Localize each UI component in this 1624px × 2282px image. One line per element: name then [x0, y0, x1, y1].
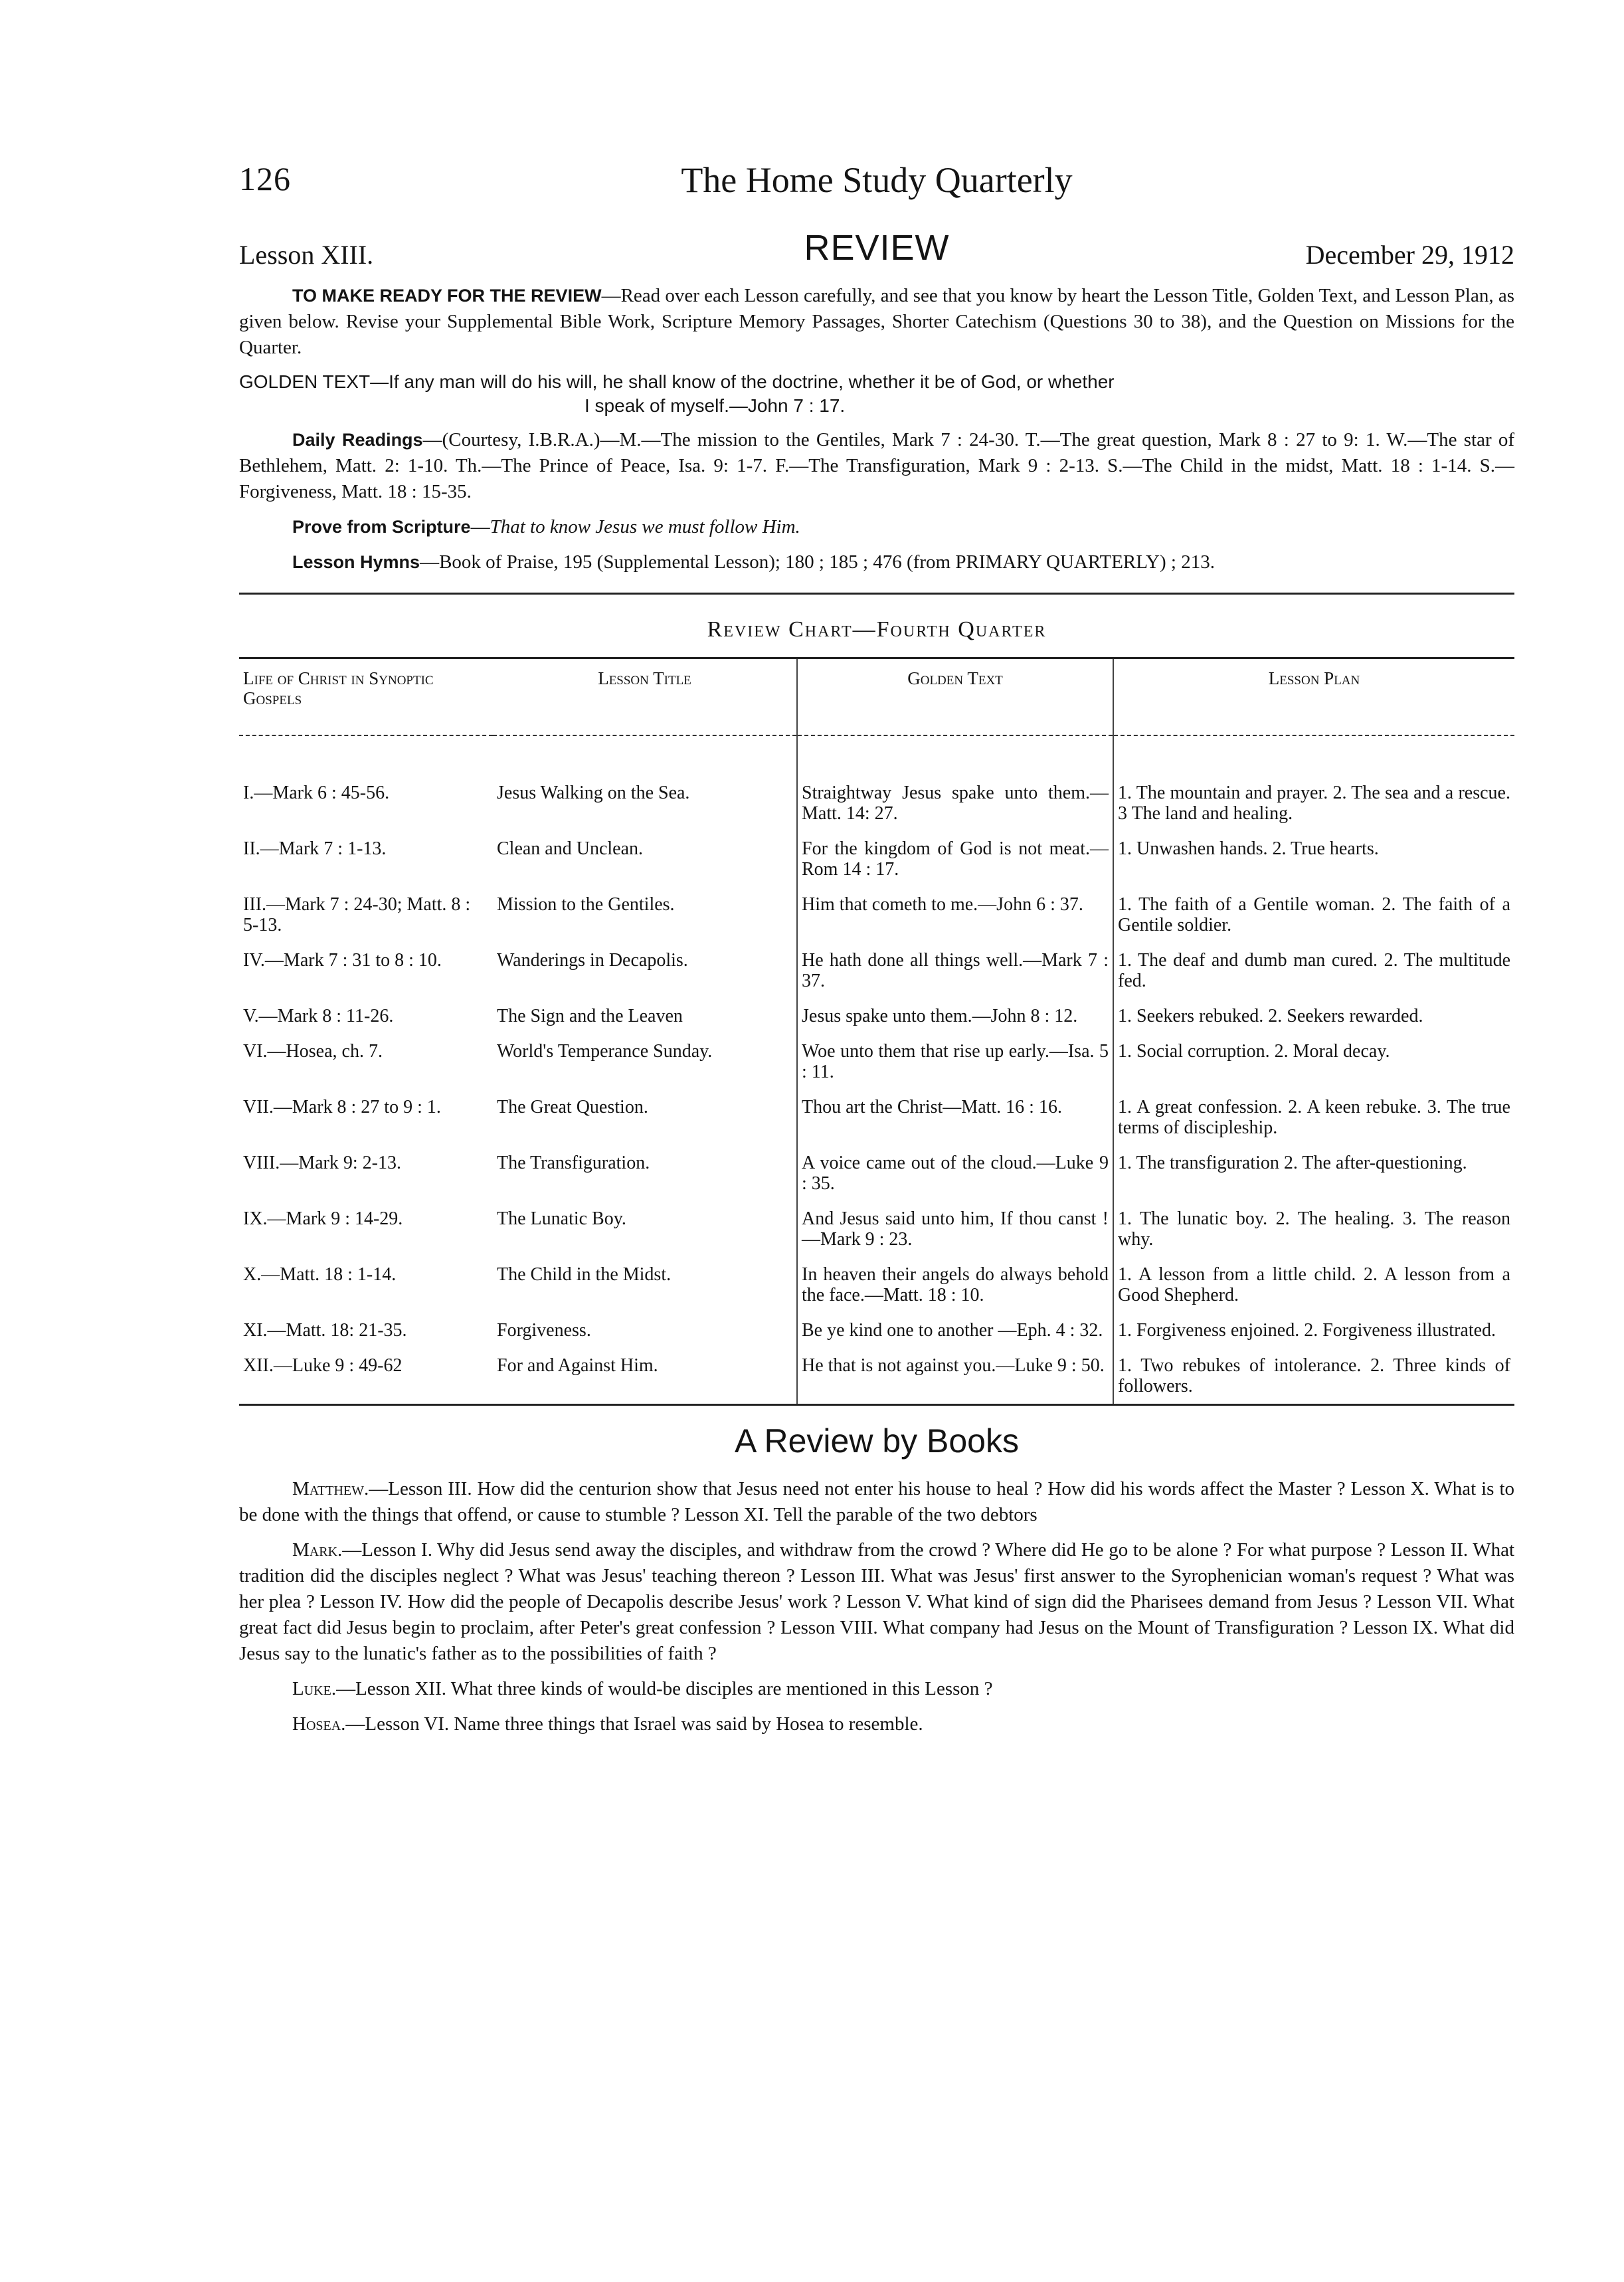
prove-from-scripture	[239, 514, 1514, 540]
book-name: Luke.	[292, 1678, 337, 1699]
cell-lesson-plan: 1. A lesson from a little child. 2. A lesson from a Good Shepherd.	[1118, 1264, 1510, 1305]
lesson-date: December 29, 1912	[1305, 240, 1514, 270]
cell-golden-text: Woe unto them that rise up early.—Isa. 5 : 11.	[797, 1034, 1113, 1090]
book-questions: —Lesson I. Why did Jesus send away the disciples, and withdraw from the crowd ? Where did He go to be alone ? For what purpose ? Lesson II. What tradition did the disciples neglect ? What was Jesus' teaching thereon ? Lesson III. What was Jesus' first answer to the Syrophenician woman's request ? What was her plea ? Lesson IV. How did the people of Decapolis describe Jesus' work ? Lesson V. What kind of sign did the Pharisees demand from Jesus ? Lesson VII. What great fact did Jesus begin to proclaim, after Peter's great confession ? Lesson VIII. What company had Jesus on the Mount of Transfiguration ? Lesson IX. What did Jesus say to the lunatic's father as to the possibilities of faith ?	[239, 1539, 1514, 1664]
book-paragraph	[239, 1476, 1514, 1528]
book-paragraph	[239, 1537, 1514, 1667]
table-row	[239, 1034, 1514, 1090]
table-row	[239, 735, 1514, 831]
book-name: Matthew.	[292, 1478, 369, 1499]
cell-lesson-title: Jesus Walking on the Sea.	[493, 735, 797, 831]
cell-lesson-plan: 1. Seekers rebuked. 2. Seekers rewarded.	[1118, 1006, 1423, 1026]
cell-golden-text: Him that cometh to me.—John 6 : 37.	[797, 887, 1113, 943]
header-lesson-title: Lesson Title	[493, 658, 797, 736]
cell-life-of-christ: X.—Matt. 18 : 1-14.	[243, 1264, 397, 1285]
cell-life-of-christ: IX.—Mark 9 : 14-29.	[243, 1208, 403, 1229]
cell-life-of-christ: I.—Mark 6 : 45-56.	[243, 783, 390, 803]
table-row	[239, 943, 1514, 998]
lesson-number: Lesson XIII.	[239, 240, 374, 270]
page-number: 126	[239, 160, 291, 197]
cell-lesson-plan: 1. The lunatic boy. 2. The healing. 3. The reason why.	[1118, 1208, 1510, 1250]
lesson-title: REVIEW	[804, 228, 950, 268]
review-chart-title: Review Chart—Fourth Quarter	[707, 617, 1047, 642]
cell-golden-text: Be ye kind one to another —Eph. 4 : 32.	[797, 1313, 1113, 1348]
golden-text	[239, 370, 1514, 418]
table-row	[239, 831, 1514, 887]
cell-golden-text: Straightway Jesus spake unto them.—Matt. 14: 27.	[797, 735, 1113, 831]
cell-life-of-christ: VII.—Mark 8 : 27 to 9 : 1.	[243, 1097, 441, 1117]
table-row	[239, 1348, 1514, 1404]
table-row	[239, 1201, 1514, 1257]
intro-lead: TO MAKE READY FOR THE REVIEW	[292, 286, 602, 306]
cell-lesson-title: Forgiveness.	[493, 1313, 797, 1348]
cell-lesson-title: Wanderings in Decapolis.	[493, 943, 797, 998]
cell-life-of-christ: VIII.—Mark 9: 2-13.	[243, 1153, 401, 1173]
review-chart-body	[239, 735, 1514, 1404]
book-paragraph	[239, 1711, 1514, 1737]
intro-paragraph	[239, 283, 1514, 361]
cell-life-of-christ: IV.—Mark 7 : 31 to 8 : 10.	[243, 950, 442, 971]
table-row	[239, 887, 1514, 943]
cell-golden-text: Jesus spake unto them.—John 8 : 12.	[797, 998, 1113, 1034]
book-questions: —Lesson III. How did the centurion show that Jesus need not enter his house to heal ? How did his words affect the Master ? Lesson X. What is to be done with the things that offend, or cause to stumble ? Lesson XI. Tell the parable of the two debtors	[239, 1478, 1514, 1525]
cell-lesson-title: The Transfiguration.	[493, 1145, 797, 1201]
cell-golden-text: In heaven their angels do always behold the face.—Matt. 18 : 10.	[797, 1257, 1113, 1313]
lesson-hymns	[239, 549, 1514, 575]
cell-lesson-plan: 1. Forgiveness enjoined. 2. Forgiveness illustrated.	[1118, 1320, 1496, 1341]
cell-lesson-plan: 1. The faith of a Gentile woman. 2. The faith of a Gentile soldier.	[1118, 894, 1510, 935]
daily-readings-lead: Daily Readings	[292, 430, 423, 450]
cell-golden-text: He that is not against you.—Luke 9 : 50.	[797, 1348, 1113, 1404]
header-lesson-plan: Lesson Plan	[1113, 658, 1514, 736]
review-by-books	[239, 1476, 1514, 1737]
book-paragraph	[239, 1676, 1514, 1702]
table-row	[239, 998, 1514, 1034]
book-questions: —Lesson VI. Name three things that Israel was said by Hosea to resemble.	[345, 1713, 923, 1735]
cell-life-of-christ: II.—Mark 7 : 1-13.	[243, 838, 387, 859]
table-row	[239, 1090, 1514, 1145]
book-name: Mark.	[292, 1539, 343, 1561]
daily-readings	[239, 427, 1514, 505]
cell-lesson-title: Clean and Unclean.	[493, 831, 797, 887]
golden-text-reference: I speak of myself.—John 7 : 17.	[585, 395, 846, 416]
cell-lesson-title: For and Against Him.	[493, 1348, 797, 1404]
cell-life-of-christ: V.—Mark 8 : 11-26.	[243, 1006, 394, 1026]
cell-lesson-plan: 1. The transfiguration 2. The after-questioning.	[1118, 1153, 1467, 1173]
table-row	[239, 1313, 1514, 1348]
table-header-row	[239, 658, 1514, 736]
book-questions: —Lesson XII. What three kinds of would-be disciples are mentioned in this Lesson ?	[336, 1678, 993, 1699]
cell-lesson-title: The Sign and the Leaven	[493, 998, 797, 1034]
prove-dash: —	[470, 516, 490, 537]
cell-golden-text: A voice came out of the cloud.—Luke 9 : 35.	[797, 1145, 1113, 1201]
table-row	[239, 1145, 1514, 1201]
cell-lesson-plan: 1. Two rebukes of intolerance. 2. Three kinds of followers.	[1118, 1355, 1510, 1396]
table-row	[239, 1257, 1514, 1313]
prove-text: That to know Jesus we must follow Him.	[490, 516, 800, 537]
cell-lesson-plan: 1. The deaf and dumb man cured. 2. The multitude fed.	[1118, 950, 1510, 991]
chart-bottom-rule	[239, 1404, 1514, 1406]
cell-lesson-plan: 1. The mountain and prayer. 2. The sea and a rescue. 3 The land and healing.	[1118, 783, 1510, 824]
cell-lesson-title: Mission to the Gentiles.	[493, 887, 797, 943]
cell-life-of-christ: XI.—Matt. 18: 21-35.	[243, 1320, 407, 1341]
cell-golden-text: And Jesus said unto him, If thou canst !—Mark 9 : 23.	[797, 1201, 1113, 1257]
cell-lesson-plan: 1. A great confession. 2. A keen rebuke. 3. The true terms of discipleship.	[1118, 1097, 1510, 1138]
cell-lesson-plan: 1. Social corruption. 2. Moral decay.	[1118, 1041, 1390, 1062]
hymns-text: —Book of Praise, 195 (Supplemental Lesson); 180 ; 185 ; 476 (from PRIMARY QUARTERLY) ; 213.	[420, 551, 1215, 573]
cell-lesson-title: World's Temperance Sunday.	[493, 1034, 797, 1090]
cell-golden-text: For the kingdom of God is not meat.—Rom 14 : 17.	[797, 831, 1113, 887]
header-life-of-christ: Life of Christ in Synoptic Gospels	[239, 658, 493, 736]
review-by-books-heading: A Review by Books	[735, 1422, 1019, 1460]
intro-text: —Read over each Lesson carefully, and see that you know by heart the Lesson Title, Golden Text, and Lesson Plan, as given below. Revise your Supplemental Bible Work, Scripture Memory Passages, Shorter Catechism (Questions 30 to 38), and the Question on Missions for the Quarter.	[239, 285, 1514, 358]
cell-lesson-title: The Lunatic Boy.	[493, 1201, 797, 1257]
cell-life-of-christ: III.—Mark 7 : 24-30; Matt. 8 : 5-13.	[243, 894, 471, 935]
book-name: Hosea.	[292, 1713, 346, 1735]
hymns-lead: Lesson Hymns	[292, 552, 420, 572]
header-golden-text: Golden Text	[797, 658, 1113, 736]
page	[239, 159, 1514, 1737]
cell-golden-text: He hath done all things well.—Mark 7 : 37.	[797, 943, 1113, 998]
cell-lesson-title: The Great Question.	[493, 1090, 797, 1145]
prove-lead: Prove from Scripture	[292, 517, 471, 537]
cell-life-of-christ: XII.—Luke 9 : 49-62	[243, 1355, 403, 1376]
running-head	[239, 159, 1514, 213]
cell-golden-text: Thou art the Christ—Matt. 16 : 16.	[797, 1090, 1113, 1145]
golden-text-body: GOLDEN TEXT—If any man will do his will, he shall know of the doctrine, whether it be of God, or whether	[239, 371, 1115, 392]
running-title: The Home Study Quarterly	[681, 160, 1073, 200]
lesson-header	[239, 227, 1514, 283]
cell-lesson-plan: 1. Unwashen hands. 2. True hearts.	[1118, 838, 1379, 859]
cell-lesson-title: The Child in the Midst.	[493, 1257, 797, 1313]
cell-life-of-christ: VI.—Hosea, ch. 7.	[243, 1041, 383, 1062]
review-chart-table	[239, 657, 1514, 1404]
daily-readings-text: —(Courtesy, I.B.R.A.)—M.—The mission to the Gentiles, Mark 7 : 24-30. T.—The great question, Mark 8 : 27 to 9: 1. W.—The star of Bethlehem, Matt. 2: 1-10. Th.—The Prince of Peace, Isa. 9: 1-7. F.—The Transfiguration, Mark 9 : 2-13. S.—The Child in the midst, Matt. 18 : 1-14. S.—Forgiveness, Matt. 18 : 15-35.	[239, 429, 1515, 502]
divider-rule	[239, 593, 1514, 595]
